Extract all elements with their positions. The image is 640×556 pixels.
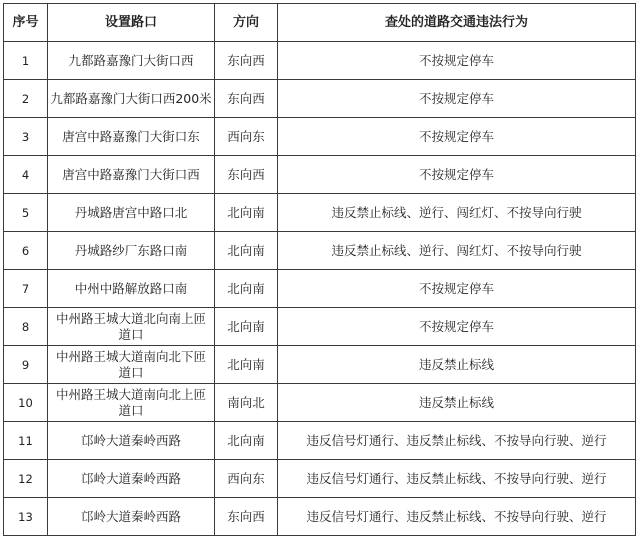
row-location: 邙岭大道秦岭西路 [48,460,215,498]
row-direction: 东向西 [215,498,278,536]
row-location: 九都路嘉豫门大街口西200米 [48,80,215,118]
table-row [4,156,636,194]
row-number: 5 [4,194,48,232]
table-row [4,118,636,156]
row-violation: 不按规定停车 [278,156,636,194]
row-violation: 不按规定停车 [278,80,636,118]
row-direction: 东向西 [215,80,278,118]
table-row [4,194,636,232]
row-direction: 北向南 [215,422,278,460]
row-violation: 违反禁止标线 [278,346,636,384]
row-direction: 北向南 [215,308,278,346]
row-number: 7 [4,270,48,308]
row-location: 中州路王城大道南向北上匝道口 [48,384,215,422]
table-row [4,80,636,118]
row-number: 11 [4,422,48,460]
row-direction: 西向东 [215,460,278,498]
table-row [4,308,636,346]
header-violation: 查处的道路交通违法行为 [278,4,636,42]
row-violation: 违反禁止标线 [278,384,636,422]
table-row [4,422,636,460]
row-number: 9 [4,346,48,384]
row-direction: 东向西 [215,156,278,194]
row-number: 13 [4,498,48,536]
row-location: 唐宫中路嘉豫门大街口西 [48,156,215,194]
row-violation: 违反信号灯通行、违反禁止标线、不按导向行驶、逆行 [278,422,636,460]
row-direction: 东向西 [215,42,278,80]
row-violation: 违反禁止标线、逆行、闯红灯、不按导向行驶 [278,194,636,232]
row-location: 中州路王城大道南向北下匝道口 [48,346,215,384]
row-number: 10 [4,384,48,422]
row-violation: 违反信号灯通行、违反禁止标线、不按导向行驶、逆行 [278,498,636,536]
row-direction: 北向南 [215,270,278,308]
row-location: 唐宫中路嘉豫门大街口东 [48,118,215,156]
row-direction: 西向东 [215,118,278,156]
table-row [4,42,636,80]
row-location: 中州路王城大道北向南上匝道口 [48,308,215,346]
row-number: 3 [4,118,48,156]
row-location: 邙岭大道秦岭西路 [48,498,215,536]
row-number: 8 [4,308,48,346]
table-row [4,346,636,384]
row-number: 2 [4,80,48,118]
row-violation: 不按规定停车 [278,308,636,346]
row-number: 4 [4,156,48,194]
row-violation: 违反禁止标线、逆行、闯红灯、不按导向行驶 [278,232,636,270]
row-number: 1 [4,42,48,80]
row-violation: 不按规定停车 [278,270,636,308]
row-violation: 不按规定停车 [278,118,636,156]
table-row [4,270,636,308]
row-number: 12 [4,460,48,498]
table-body [4,42,636,536]
table-container [3,3,636,536]
table-row [4,460,636,498]
row-location: 丹城路纱厂东路口南 [48,232,215,270]
table-row [4,384,636,422]
row-violation: 违反信号灯通行、违反禁止标线、不按导向行驶、逆行 [278,460,636,498]
row-violation: 不按规定停车 [278,42,636,80]
row-location: 丹城路唐宫中路口北 [48,194,215,232]
row-number: 6 [4,232,48,270]
row-location: 邙岭大道秦岭西路 [48,422,215,460]
table-row [4,232,636,270]
table-row [4,498,636,536]
row-direction: 北向南 [215,194,278,232]
row-direction: 南向北 [215,384,278,422]
violation-table [3,3,636,536]
header-row [4,4,636,42]
row-location: 中州中路解放路口南 [48,270,215,308]
row-direction: 北向南 [215,346,278,384]
header-direction: 方向 [215,4,278,42]
row-location: 九都路嘉豫门大街口西 [48,42,215,80]
row-direction: 北向南 [215,232,278,270]
header-location: 设置路口 [48,4,215,42]
header-number: 序号 [4,4,48,42]
